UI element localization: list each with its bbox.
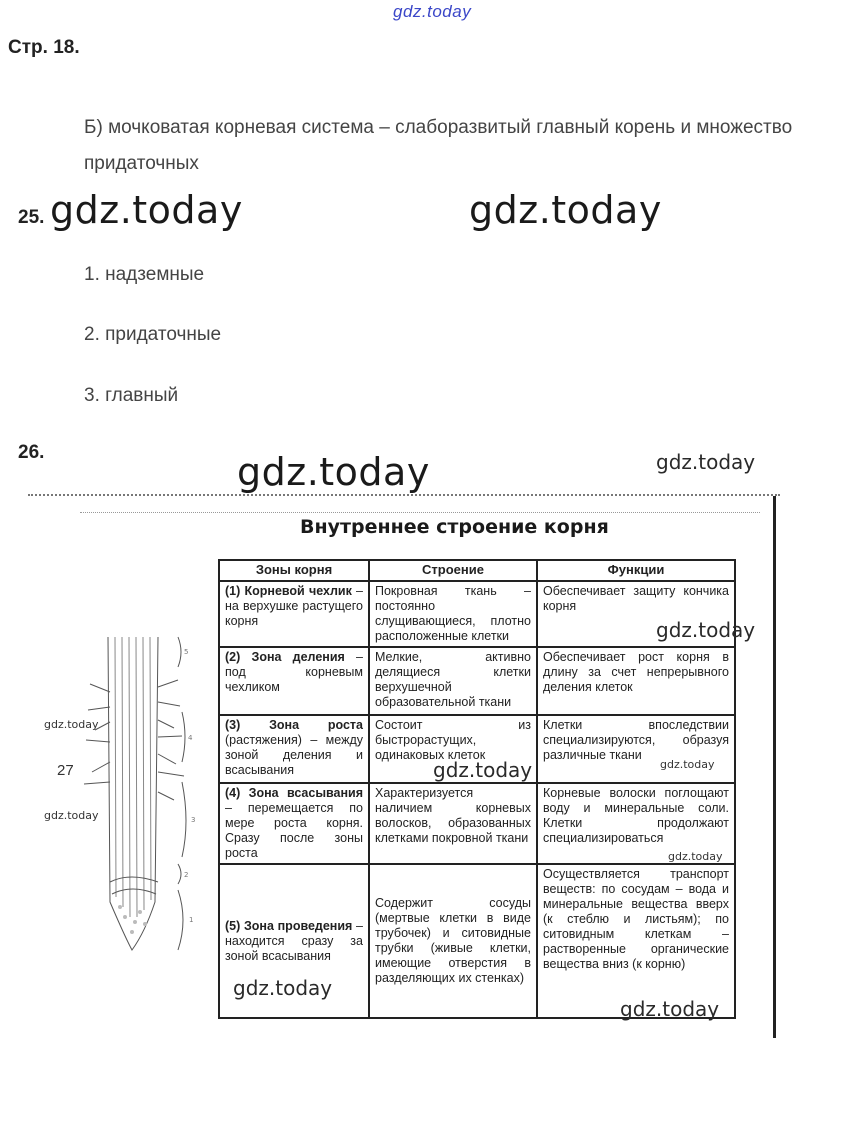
list-item: 3. главный xyxy=(84,385,179,406)
svg-text:3: 3 xyxy=(191,816,196,824)
watermark: gdz.today xyxy=(469,188,662,232)
structure-cell: Содержит сосуды (мертвые клетки в виде трубочек) и ситовидные трубки (живые клетки, имеющие отверстия в разделяющих их стенках) xyxy=(369,864,537,1018)
structure-cell: Покровная ткань – постоянно слущивающиеся, плотно расположенные клетки xyxy=(369,581,537,647)
svg-text:1: 1 xyxy=(189,916,194,924)
function-cell: Осуществляется транспорт веществ: по сосудам – вода и минеральные вещества вверх (к стеблю и листьям); по ситовидным клеткам – растворенные органические вещества вниз (к корню) xyxy=(537,864,735,1018)
page-reference: Стр. 18. xyxy=(8,37,80,58)
zone-name: (2) Зона деления xyxy=(225,650,345,664)
diagram-label: 27 xyxy=(57,762,74,779)
structure-cell: Состоит из быстрорастущих, одинаковых клеток xyxy=(369,715,537,783)
watermark: gdz.today xyxy=(656,618,756,642)
zone-cell xyxy=(219,647,369,715)
svg-text:5: 5 xyxy=(184,648,189,656)
watermark: gdz.today xyxy=(44,718,99,731)
list-item: 2. придаточные xyxy=(84,324,222,345)
watermark-top: gdz.today xyxy=(393,2,472,21)
column-header: Строение xyxy=(369,560,537,581)
list-item: 1. надземные xyxy=(84,264,205,285)
zone-description: (растяжения) – между зоной деления и всасывания xyxy=(225,733,363,777)
structure-cell: Характеризуется наличием корневых волосков, образованных клетками покровной ткани xyxy=(369,783,537,864)
function-cell: Обеспечивает защиту кончика корня xyxy=(537,581,735,647)
watermark: gdz.today xyxy=(660,758,715,771)
root-diagram xyxy=(70,632,220,962)
question-26-number: 26. xyxy=(18,442,45,463)
watermark: gdz.today xyxy=(433,758,533,782)
question-25-number: 25. xyxy=(18,207,45,228)
svg-text:4: 4 xyxy=(188,734,193,742)
zone-description: – перемещается по мере роста корня. Сразу после зоны роста xyxy=(225,801,363,860)
zone-description: – находится сразу за зоной всасывания xyxy=(225,918,363,963)
zone-cell xyxy=(219,581,369,647)
zone-cell xyxy=(219,715,369,783)
table-row xyxy=(219,783,735,864)
zone-description: – на верхушке растущего корня xyxy=(225,584,363,628)
watermark: gdz.today xyxy=(50,188,243,232)
zone-description: – под корневым чехликом xyxy=(225,650,363,694)
table-row xyxy=(219,647,735,715)
table-title: Внутреннее строение корня xyxy=(300,516,609,538)
watermark: gdz.today xyxy=(656,450,756,474)
function-cell: Обеспечивает рост корня в длину за счет непрерывного деления клеток xyxy=(537,647,735,715)
column-header: Функции xyxy=(537,560,735,581)
watermark: gdz.today xyxy=(237,450,430,494)
zone-name: (1) Корневой чехлик xyxy=(225,584,352,598)
watermark: gdz.today xyxy=(620,997,720,1021)
scan-edge xyxy=(80,512,760,513)
zone-name: (3) Зона роста xyxy=(225,718,363,732)
zone-name: (5) Зона проведения xyxy=(225,918,353,933)
answer-b-text: Б) мочковатая корневая система – слаборазвитый главный корень и множество придаточных xyxy=(84,117,793,174)
function-cell: Корневые волоски поглощают воду и минеральные соли. Клетки продолжают специализироваться xyxy=(537,783,735,864)
scan-edge xyxy=(773,496,776,1038)
watermark: gdz.today xyxy=(668,850,723,863)
function-cell: Клетки впоследствии специализируются, образуя различные ткани xyxy=(537,715,735,783)
watermark: gdz.today xyxy=(44,809,99,822)
zone-cell xyxy=(219,783,369,864)
scan-edge xyxy=(28,494,780,496)
table-header-row xyxy=(219,560,735,581)
structure-cell: Мелкие, активно делящиеся клетки верхушечной образовательной ткани xyxy=(369,647,537,715)
zone-name: (4) Зона всасывания xyxy=(225,786,363,800)
column-header: Зоны корня xyxy=(219,560,369,581)
watermark: gdz.today xyxy=(233,976,333,1000)
svg-text:2: 2 xyxy=(184,871,189,879)
